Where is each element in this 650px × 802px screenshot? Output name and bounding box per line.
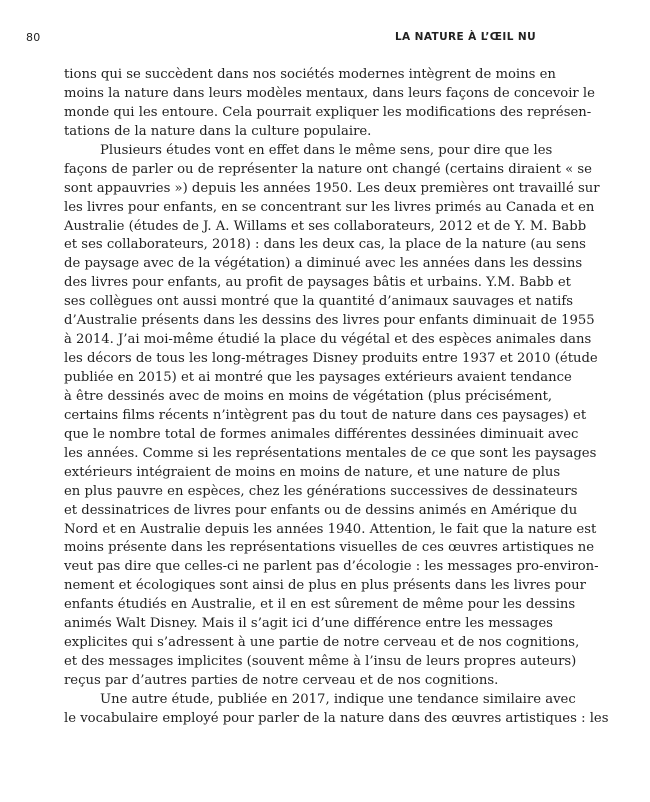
text-line: nement et écologiques sont ainsi de plus en plus présents dans les livres pour [64, 578, 586, 594]
text-line: à être dessinés avec de moins en moins de végétation (plus précisément, [64, 388, 553, 404]
text-line: de paysage avec de la végétation) a diminué avec les années dans les dessins [64, 256, 583, 272]
text-line: sont appauvries ») depuis les années 1950. Les deux premières ont travaillé sur [64, 180, 600, 196]
text-line: tations de la nature dans la culture populaire. [64, 123, 372, 139]
paragraph [64, 142, 600, 691]
running-head: LA NATURE À L’ŒIL NU [394, 31, 536, 43]
body-text [64, 66, 609, 729]
text-line: Plusieurs études vont en effet dans le même sens, pour dire que les [100, 142, 553, 158]
text-line: tions qui se succèdent dans nos sociétés modernes intègrent de moins en [64, 67, 556, 82]
text-line: des livres pour enfants, au profit de paysages bâtis et urbains. Y.M. Babb et [64, 275, 571, 291]
text-line: d’Australie présents dans les dessins des livres pour enfants diminuait de 1955 [64, 313, 595, 329]
text-line: moins la nature dans leurs modèles mentaux, dans leurs façons de concevoir le [64, 85, 595, 101]
text-line: enfants étudiés en Australie, et il en est sûrement de même pour les dessins [64, 597, 576, 613]
text-line: reçus par d’autres parties de notre cerveau et de nos cognitions. [64, 673, 499, 688]
text-line: extérieurs intégraient de moins en moins de nature, et une nature de plus [64, 464, 561, 480]
paragraph [64, 691, 609, 729]
text-line: et dessinatrices de livres pour enfants ou de dessins animés en Amérique du [64, 502, 578, 518]
text-line: certains films récents n’intègrent pas du tout de nature dans ces paysages) et [64, 407, 587, 423]
text-line: monde qui les entoure. Cela pourrait expliquer les modifications des représen- [64, 104, 592, 120]
text-line: que le nombre total de formes animales différentes dessinées diminuait avec [64, 426, 579, 442]
text-line: et des messages implicites (souvent même à l’insu de leurs propres auteurs) [64, 654, 577, 670]
text-line: le vocabulaire employé pour parler de la nature dans des œuvres artistiques : les [64, 710, 609, 726]
text-line: en plus pauvre en espèces, chez les générations successives de dessinateurs [64, 483, 578, 499]
text-line: à 2014. J’ai moi-même étudié la place du végétal et des espèces animales dans [64, 332, 592, 348]
page-number: 80 [26, 31, 41, 44]
text-line: Australie (études de J. A. Willams et ses collaborateurs, 2012 et de Y. M. Babb [64, 218, 587, 234]
text-line: explicites qui s’adressent à une partie de notre cerveau et de nos cognitions, [64, 635, 580, 651]
text-line: les livres pour enfants, en se concentrant sur les livres primés au Canada et en [64, 199, 595, 215]
text-line: et ses collaborateurs, 2018) : dans les deux cas, la place de la nature (au sens [64, 237, 586, 253]
text-line: ses collègues ont aussi montré que la quantité d’animaux sauvages et natifs [64, 294, 574, 310]
text-line: Une autre étude, publiée en 2017, indique une tendance similaire avec [100, 691, 576, 707]
text-line: les décors de tous les long-métrages Disney produits entre 1937 et 2010 (étude [64, 351, 598, 367]
text-line: animés Walt Disney. Mais il s’agit ici d’une différence entre les messages [64, 616, 553, 632]
text-line: les années. Comme si les représentations mentales de ce que sont les paysages [64, 445, 597, 461]
text-line: moins présente dans les représentations visuelles de ces œuvres artistiques ne [64, 540, 595, 556]
text-line: publiée en 2015) et ai montré que les paysages extérieurs avaient tendance [64, 370, 572, 385]
paragraph [64, 66, 595, 142]
text-line: façons de parler ou de représenter la nature ont changé (certains diraient « se [64, 161, 592, 177]
text-line: Nord et en Australie depuis les années 1940. Attention, le fait que la nature est [64, 521, 597, 537]
text-line: veut pas dire que celles-ci ne parlent pas d’écologie : les messages pro-environ- [64, 559, 599, 575]
